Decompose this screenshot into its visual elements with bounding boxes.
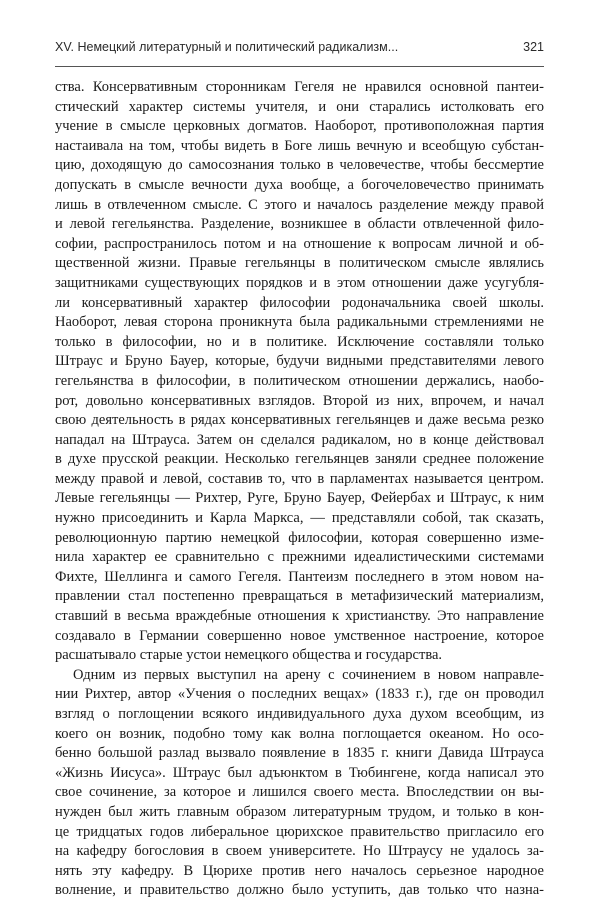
text-line: гегельянства в философии, в политическом отношении держались, наобо- — [55, 372, 544, 389]
text-line: нии Рихтер, автор «Учения о последних вещах» (1833 г.), где он проводил — [55, 686, 544, 703]
text-line: софии, распространилось потом и на отношение к вопросам личной и об- — [55, 235, 544, 252]
header-rule — [55, 66, 544, 67]
text-line: свою деятельность в рядах консервативных гегельянцев и даже весьма резко — [55, 412, 544, 429]
text-line: в духе прусской реакции. Несколько гегельянцев заняли среднее положение — [55, 451, 544, 468]
text-line: щественной жизни. Правые гегельянцы в политическом смысле являлись — [55, 255, 544, 272]
text-line: волнение, и правительство должно было уступить, дав только что назна- — [55, 882, 544, 899]
running-header — [55, 40, 544, 60]
text-line: коего он возник, подобно тому как волна поглощается океаном. Но осо- — [55, 725, 544, 742]
text-line: создавало в Германии совершенно новое умственное настроение, которое — [55, 627, 544, 644]
text-line: революционную партию немецкой философии, которая совершенно изме- — [55, 529, 544, 546]
text-line: нять эту кафедру. В Цюрихе против него началось серьезное народное — [55, 862, 544, 879]
text-line: защитниками существующих порядков и в этом отношении даже усугубля- — [55, 274, 544, 291]
text-line: допускать в смысле вечности духа вообще, а богочеловечество принимать — [55, 176, 544, 193]
text-line: между правой и левой, составив то, что в парламентах называется центром. — [55, 470, 544, 487]
text-line: нужден был жить главным образом литературным трудом, и только в кон- — [55, 803, 544, 820]
text-line: цию, доходящую до самосознания только в человечестве, чтобы бессмертие — [55, 157, 544, 174]
text-line: ства. Консервативным сторонникам Гегеля не нравился основной пантеи- — [55, 79, 544, 95]
text-line: и левой гегельянства. Разделение, возникшее в области отвлеченной фило- — [55, 216, 544, 233]
text-line: только в философии, но и в политике. Исключение составляли только — [55, 333, 544, 350]
text-line: рот, довольно консервативных взглядов. Второй из них, впрочем, и начал — [55, 392, 544, 409]
body-text — [55, 78, 544, 901]
text-line: бенно большой разлад вызвало появление в 1835 г. книги Давида Штрауса — [55, 745, 544, 762]
paragraph-first-line: Одним из первых выступил на арену с сочинением в новом направле- — [73, 666, 544, 683]
text-line: настаивала на том, чтобы видеть в Боге лишь вечную и всеобщую субстан- — [55, 137, 544, 154]
text-line: нападал на Штрауса. Затем он сделался радикалом, но в конце действовал — [55, 431, 544, 448]
text-line: це тридцатых годов либеральное цюрихское правительство пригласило его — [55, 823, 544, 840]
text-line: свое сочинение, за которое и лишился своего места. Впоследствии он вы- — [55, 784, 544, 801]
text-line: «Жизнь Иисуса». Штраус был адъюнктом в Тюбингене, когда написал это — [55, 764, 544, 781]
text-line: на кафедру богословия в своем университете. Но Штраусу не удалось за- — [55, 843, 544, 860]
text-line: нила характер ее сравнительно с прежними идеалистическими системами — [55, 549, 544, 566]
text-line: стический характер системы учителя, и они старались истолковать его — [55, 98, 544, 115]
text-line: правлении стал постепенно превращаться в метафизический материализм, — [55, 588, 544, 605]
text-line: Фихте, Шеллинга и самого Гегеля. Пантеизм последнего в этом новом на- — [55, 568, 544, 585]
text-line: учение в смысле церковных догматов. Наоборот, противоположная партия — [55, 118, 544, 135]
paragraph-end-line: расшатывало старые устои немецкого общества и государства. — [55, 647, 443, 664]
text-line: Наоборот, левая сторона проникнута была радикальными стремлениями не — [55, 314, 544, 331]
text-line: взгляд о поглощении всякого индивидуального духа духом всеобщим, из — [55, 706, 544, 722]
text-line: лишь в отвлеченном смысле. С этого и началось разделение между правой — [55, 196, 544, 213]
text-line: нужно присоединить и Карла Маркса, — представляли собой, так сказать, — [55, 510, 544, 527]
text-line: ставший в весьма враждебные отношения к христианству. Это направление — [55, 608, 544, 625]
page-number: 321 — [523, 40, 544, 54]
chapter-title: XV. Немецкий литературный и политический радикализм... — [55, 40, 399, 54]
text-line: Штраус и Бруно Бауер, которые, будучи видными представителями левого — [55, 353, 544, 370]
text-line: ли консервативный характер философии родоначальника своей школы. — [55, 294, 544, 311]
text-line: Левые гегельянцы — Рихтер, Руге, Бруно Бауер, Фейербах и Штраус, к ним — [55, 490, 544, 507]
